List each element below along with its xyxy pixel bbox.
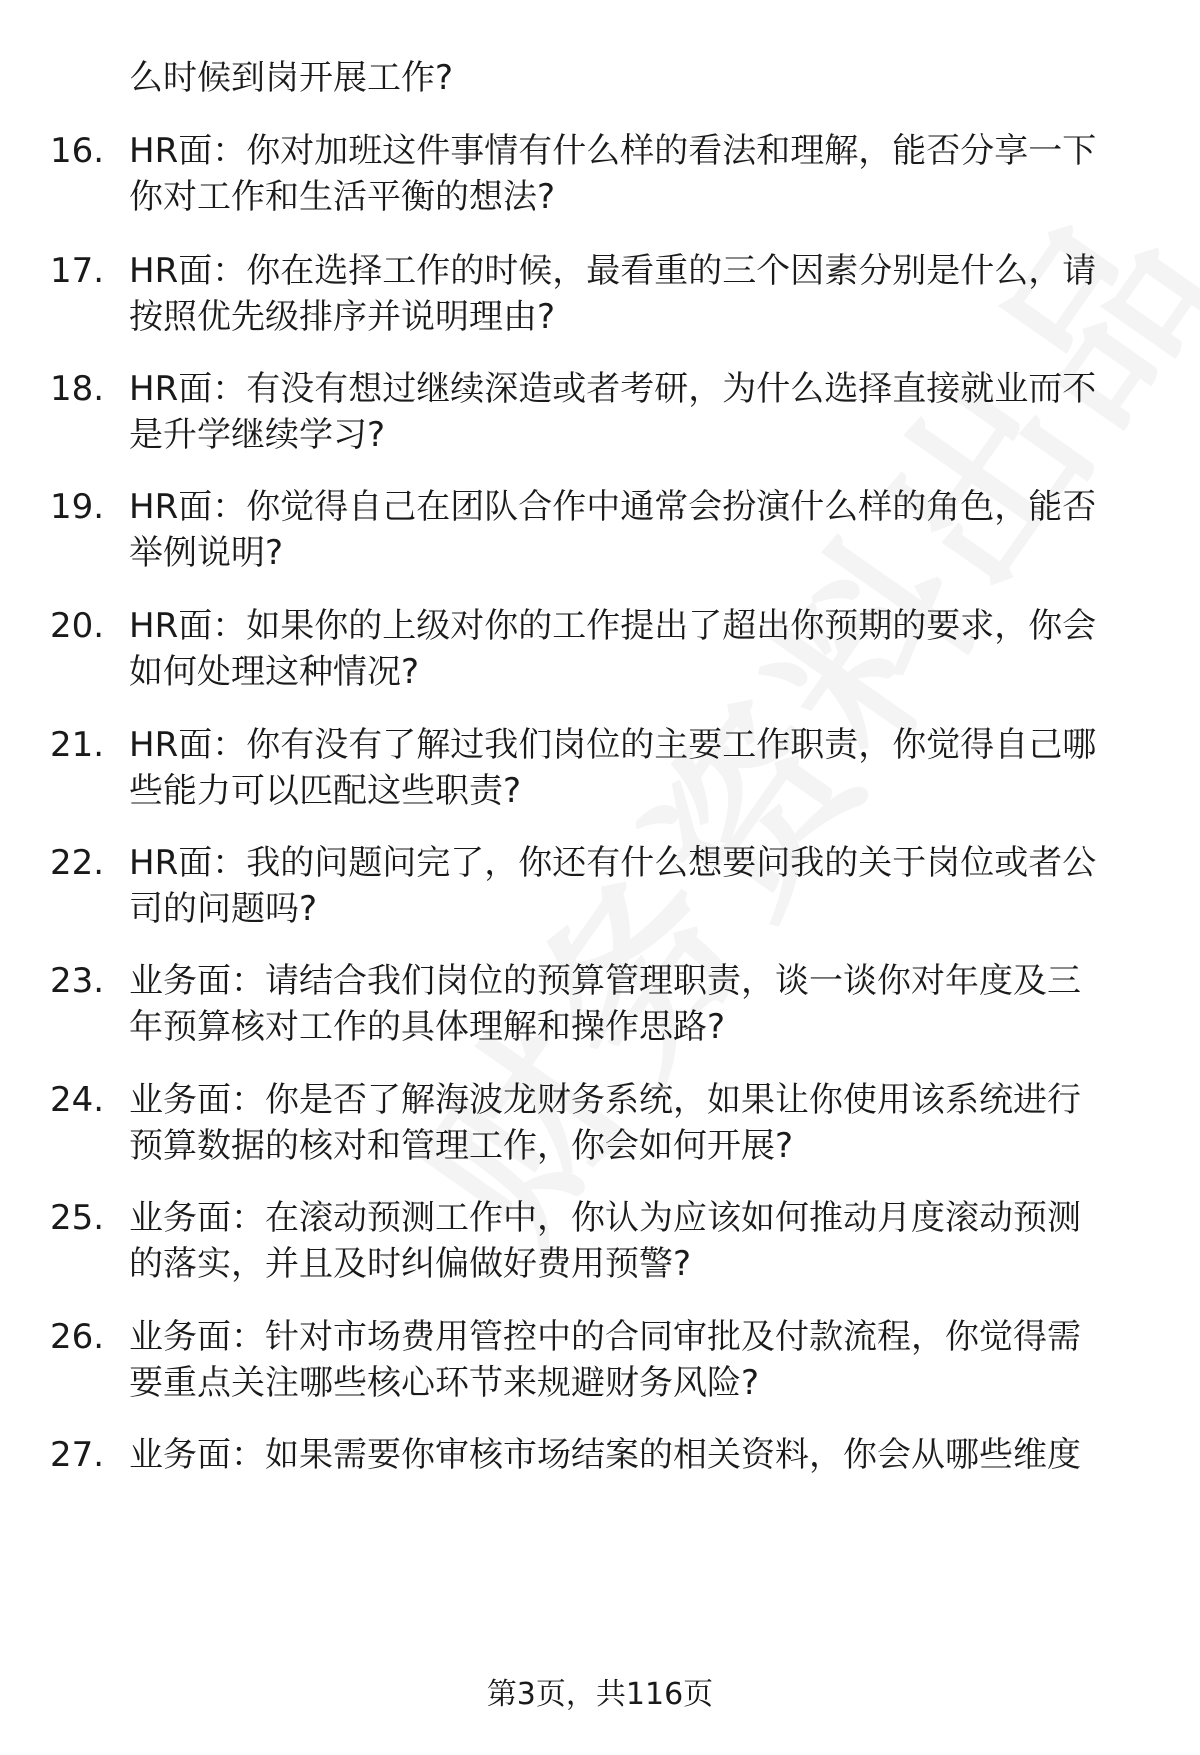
question-line: 么时候到岗开展工作? <box>129 58 454 98</box>
question-text <box>129 1195 1147 1287</box>
question-number: 19. <box>50 487 105 527</box>
question-line: 你对工作和生活平衡的想法? <box>129 177 556 217</box>
question-text <box>129 55 1147 101</box>
question-number: 27. <box>50 1435 105 1475</box>
question-number: 26. <box>50 1317 105 1357</box>
question-line: 司的问题吗? <box>129 889 318 929</box>
question-line: 业务面：针对市场费用管控中的合同审批及付款流程，你觉得需 <box>129 1317 1081 1357</box>
question-text <box>129 128 1147 220</box>
question-number: 24. <box>50 1080 105 1120</box>
question-line: HR面：我的问题问完了，你还有什么想要问我的关于岗位或者公 <box>129 843 1097 883</box>
question-text <box>129 958 1147 1050</box>
question-text <box>129 248 1147 340</box>
question-text <box>129 1432 1147 1478</box>
question-line: 预算数据的核对和管理工作，你会如何开展? <box>129 1126 794 1166</box>
question-number: 18. <box>50 369 105 409</box>
question-line: HR面：你觉得自己在团队合作中通常会扮演什么样的角色，能否 <box>129 487 1097 527</box>
question-text <box>129 1077 1147 1169</box>
question-number: 20. <box>50 606 105 646</box>
question-line: 的落实，并且及时纠偏做好费用预警? <box>129 1244 692 1284</box>
question-line: 按照优先级排序并说明理由? <box>129 297 556 337</box>
question-number: 21. <box>50 725 105 765</box>
question-line: 如何处理这种情况? <box>129 652 420 692</box>
page-footer: 第3页，共116页 <box>486 1677 714 1712</box>
question-text <box>129 722 1147 814</box>
question-number: 17. <box>50 251 105 291</box>
question-line: 业务面：你是否了解海波龙财务系统，如果让你使用该系统进行 <box>129 1080 1081 1120</box>
question-text <box>129 840 1147 932</box>
question-line: HR面：你对加班这件事情有什么样的看法和理解，能否分享一下 <box>129 131 1097 171</box>
question-line: 要重点关注哪些核心环节来规避财务风险? <box>129 1363 760 1403</box>
question-line: 业务面：请结合我们岗位的预算管理职责，谈一谈你对年度及三 <box>129 961 1081 1001</box>
question-text <box>129 603 1147 695</box>
question-text <box>129 366 1147 458</box>
question-line: 年预算核对工作的具体理解和操作思路? <box>129 1007 726 1047</box>
question-number: 25. <box>50 1198 105 1238</box>
question-line: 是升学继续学习? <box>129 415 386 455</box>
question-line: 举例说明? <box>129 533 284 573</box>
question-line: 业务面：如果需要你审核市场结案的相关资料，你会从哪些维度 <box>129 1435 1081 1475</box>
question-text <box>129 484 1147 576</box>
question-line: 业务面：在滚动预测工作中，你认为应该如何推动月度滚动预测 <box>129 1198 1081 1238</box>
question-text <box>129 1314 1147 1406</box>
question-number: 22. <box>50 843 105 883</box>
question-number: 23. <box>50 961 105 1001</box>
question-number: 16. <box>50 131 105 171</box>
question-line: 些能力可以匹配这些职责? <box>129 771 522 811</box>
question-line: HR面：你在选择工作的时候，最看重的三个因素分别是什么，请 <box>129 251 1097 291</box>
question-line: HR面：有没有想过继续深造或者考研，为什么选择直接就业而不 <box>129 369 1097 409</box>
question-line: HR面：你有没有了解过我们岗位的主要工作职责，你觉得自己哪 <box>129 725 1097 765</box>
question-line: HR面：如果你的上级对你的工作提出了超出你预期的要求，你会 <box>129 606 1097 646</box>
